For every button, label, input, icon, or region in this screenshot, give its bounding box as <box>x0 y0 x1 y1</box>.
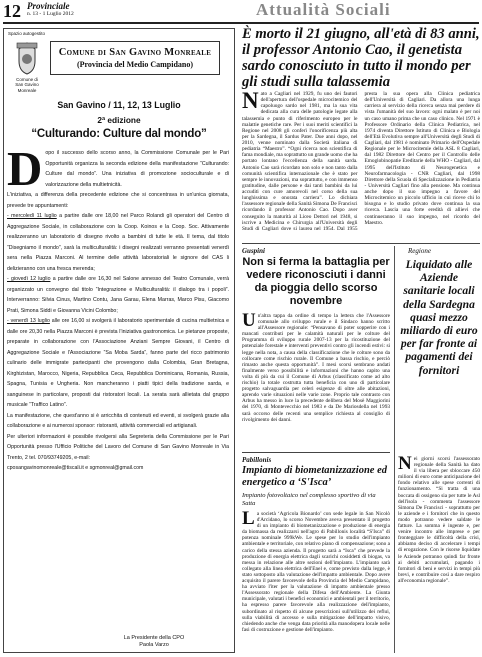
section-title: Attualità Sociali <box>256 0 391 19</box>
ad-paragraph <box>7 211 229 274</box>
comune-subtitle: (Provincia del Medio Campidano) <box>76 60 194 69</box>
guspini-dropcap: U <box>242 313 256 331</box>
page-number: 12 <box>3 1 21 21</box>
ad-date-fri: - venerdì 13 luglio <box>7 318 50 324</box>
cao-text: ato a Cagliari nel 1929, fu uno dei fautori dell'apertura dell'ospedale microcitemico del capoluogo sardo nel 1981, ma la sua vita dedicata alla cura delle patologie legate alla talassemia e punto di riferimento europeo per le malattie genetiche rare. Per i suoi meriti scientifici la Regione nel 2008 gli conferì l'onorificenza più alta per la Sardegna, il Sardus Pater. Due anni dopo, nel 2010, venne nominato dalla Società italiana di pediatria “Maestro”. “Ogni ricerca non scientifica di fama mondiale, ma soprattutto un grande uomo che ha portato lontano l'eccellenza della sanità sarda. Antonio Cao sarà ricordato non solo e non tanto dalla comunità scientifica internazionale che è stato per sempre le innovazioni, ma soprattutto, e con immenso gratitudine, dalle persone e dai tanti bambini da lui accuditi con cure amorevoli nel corso della sua lunghissima e onorata carriera”. Lo dichiara l'assessore regionale della Sanità Simona De Francisci ricordando il professor Antonio Cao. Dopo aver conseguito la maturità al Liceo Dettori nel 1948, si iscrive a Medicina e Chirurgia all'Università degli Studi di Cagliari dove si laurea nel 1954. Dal 1955 presta la sua opera alla Clinica pediatrica dell'Università di Cagliari. Da allora una lunga carriera al servizio della ricerca senza mai perdere di vista l'umanità del suo lavoro: ogni malato è per noi un caso umano prima che un caso clinico. Nel 1971 è Professore Ordinario della Clinica Pediatrica, nel 1974 diventa Direttore Istituto di Clinica e Biologia dell'Età Evolutiva sempre all'Università degli Studi di Cagliari, dal 1981 è nominato Primario dell'Ospedale Regionale per le Microcitemie della ASL 8 Cagliari, dal 1982 Direttore del Centro per il Controllo delle Emoglobinopatie Ereditarie della WHO - Cagliari, dal 1995 dell'Istituto di Neurogenetica e Neurofarmacologia - CNR Cagliari, dal 1998 Direttore della Scuola di Specializzazione in Pediatria - Università Cagliari fino alla pensione. Ma continua anche dopo il suo impegno a favore del Microcitemico un piccolo ufficio in cui riceve chi lo bisogna e lo studio privato dove continua la sua ricerca. Lascia una forte eredità di allievi che continueranno il suo impegno, nel ricordo del Maestro. <box>242 91 480 232</box>
pabillonis-headline: Impianto di biometanizzazione ed energetico a ‘S'Isca’ <box>242 465 387 488</box>
ad-label: Spazio autogestito <box>8 31 46 36</box>
ad-paragraph-text: alle ore 16,00 si svolgerà il laboratorio sperimentale di cucina multietnica e dalle ore 20,30 nella Piazza Marconi è prevista l'iniziativa gastronomica. Le pietanze proposte, preparate in collaborazione con l'Associazione Anziani Sempre Giovani, il Centro di Aggregazione Sociale e l'Associazione “Sa Moba Sarda”, fanno parte del ricco patrimonio culinario delle immigrate partecipanti che provengono dalla Colombia, Gran Bretagna, Kirghizistan, Marocco, Nigeria, Repubblica Ceca, Repubblica Dominicana, Romania, Russia, Spagna, Tunisia e Ungheria. Non mancheranno i piatti tipici della tradizione sarda, e sanguinese in particolare, proposti dai ristoratori locali. La serata sarà allietata dal gruppo musicale “Traffico Latino”. <box>7 318 229 408</box>
cao-headline: È morto il 21 giugno, all'età di 83 anni, il professor Antonio Cao, il genetista sardo conosciuto in tutto il mondo per gli studi sulla talassemia <box>242 26 480 90</box>
ad-email: cposangavinomonreale@tiscali.it e sgmonreal@gmail.com <box>7 465 144 471</box>
pabillonis-body <box>242 511 390 653</box>
ad-body <box>7 141 229 474</box>
cao-dropcap: N <box>242 91 259 113</box>
guspini-kicker: Guspini <box>242 247 265 255</box>
ad-paragraph <box>7 316 229 411</box>
regione-kicker: Regione <box>408 247 431 255</box>
crest-caption-line-2: San Gavino Monreale <box>15 82 39 93</box>
ad-date-thu: - giovedì 12 luglio <box>7 276 51 282</box>
pabillonis-kicker: Pabillonis <box>242 456 272 464</box>
guspini-headline: Non si ferma la battaglia per vedere riconosciuti i danni da pioggia dello scorso novembre <box>242 256 390 307</box>
guspini-body <box>242 313 390 448</box>
newspaper-logo: Provinciale <box>27 1 70 11</box>
issue-info: n. 13 - 1 Luglio 2012 <box>27 11 74 17</box>
crest-caption-line-1: Comune di <box>16 77 38 82</box>
ad-paragraph: Per ulteriori informazioni è possibile rivolgersi alla Segreteria della Commissione per le Pari Opportunità presso l'Ufficio Politiche del Lavoro del Comune di San Gavino Monreale in Via Trento, 2 tel. 070/93749205, e-mail: <box>7 433 229 461</box>
crest-icon <box>13 41 41 75</box>
column-rule <box>394 246 395 653</box>
regione-text: ei giorni scorsi l'assessorato regionale della Sanità ha dato il via libera per sbloccare 450 milioni di euro come anticipazione del fondo relativo alle spese correnti di funzionamento. “Si tratta di una boccata di ossigeno sia per tutte le Asl dell'isola - commenta l'assessore Simona De Francisci - soprattutto per le aziende e i fornitori che in questo modo potranno vedere saldate le fatture. La somma è ingente e, per venire incontro alle imprese e per fronteggiare le difficoltà della crisi, abbiamo deciso di accelerare i tempi di erogazione. Con le risorse liquidate le Aziende potranno quindi far fronte ai debiti accumulati, pagando i fornitori di beni e servizi in tempi più brevi, e contribuire così a dare respiro all'economia regionale”. <box>398 456 480 584</box>
divider <box>242 243 480 244</box>
comune-header-box <box>50 41 220 75</box>
pabillonis-text: a società ‘Agricola Bionardo’ con sede legale in San Nicolò d'Arcidano, lo scorso Novembre aveva presentato il progetto di un impianto di biometanizzazione e produzione di energia da biomassa da realizzarsi nell'agro di Pabillonis località “S'Isca” di potenza nominale 999kWe. Le spese per lo studio dell'impianto ambientale e territoriale, con relativo piano di compensazione; sono a carico della stessa azienda. Il progetto sarà a “Isca” che prevede la produzione di energia elettrica dagli scarichi cosiddetti di biogas, va messa in relazione alle altre sezioni dell'impianto. L'impianto sarà collegato alla linea elettrica dell'Enel e, come previsto dalla legge, è stato sottoposto alla valutazione dell'impatto ambientale. Dopo avere acquisito il parere favorevole della Provincia del Medio Campidano, ha avviato l'iter per la valutazione di impatto ambientale presso l'Assessorato regionale della Difesa dell'Ambiente. La Giunta municipale, valutati i benefici economici e ambientali per il territorio, ha espresso parere favorevole alla realizzazione dell'impianto, subordinato al rispetto di alcune prescrizioni sull'utilizzo dei reflui, sulla viabilità di accesso e sulla mitigazione dell'impatto visivo, chiedendo anche che venga data priorità alla manodopera locale nelle fasi di costruzione e gestione dell'impianto. <box>242 511 390 633</box>
event-edition: 2ª edizione <box>97 115 141 125</box>
signature-role: La Presidente della CPO <box>123 635 185 641</box>
crest-caption <box>8 77 46 93</box>
ad-signature <box>114 635 194 649</box>
divider <box>242 452 390 453</box>
san-gavino-article <box>3 28 235 653</box>
cao-body <box>242 91 480 241</box>
page-header <box>0 0 482 22</box>
ad-paragraph: opo il successo dello scorso anno, la Commissione Comunale per le Pari Opportunità organizza la seconda edizione della manifestazione “Culturando: Culture dal mondo”. Una iniziativa di promozione socioculturale e di valorizzazione della multietnicità. <box>45 150 229 188</box>
event-dateline: San Gavino / 11, 12, 13 Luglio <box>57 100 181 110</box>
ad-paragraph: La manifestazione, che quest'anno si è arricchita di contenuti ed eventi, si svolgerà grazie alla collaborazione e ai numerosi sponsor: ristoranti, attività commerciali ed artigianali. <box>7 412 229 429</box>
pabillonis-dropcap: L <box>242 511 255 529</box>
guspini-text: n'altra tappa da ordine di tempo la lettera che l'Assessore comunale allo sviluppo rurale e il Sindaco hanno scritto all'Assessore regionale: “Pensavano di poter sopperire con i mancati contributi per le calamità naturali per le colture del Programma di sviluppo rurale 2007-13 per la ricostituzione del potenziale forestale e interventi preventivi contro gli incendi estivi: si legge nella nota, a causa della classificazione che le colture sono da collocare come rischio rurale. Il Comune a bassa rischio, e perciò rimasto anche questa opportunità”. I mesi scorsi sembrano andati finalmente verso possibilità e informazioni che hanno capito una volta di più da cui il Comune di Arbus (classificato come ad alto rischio) la totale costrutta tutta beneficia con uno di particolare progetto salvaguardia per celeri esigenze di oltre alle abitazioni, aprendo varie situazioni nelle varie zone. Proprio tale contrasto con Arbus ha messo in luce la precedente delibera del Mosè Maggiorini del 1970, di Montevecchio nel 1983 e da De Mariosdella nel 1993 sarà occorso delle recenti una semplice richiesta al consiglio di rivolgimento dei danni. <box>242 313 390 423</box>
ad-paragraph: L'iniziativa, a differenza della precedente edizione che si concentrava in un'unica giornata, prevede tre appuntamenti: <box>7 192 229 209</box>
regione-headline: Liquidato alle Aziende sanitarie locali della Sardegna quasi mezzo miliardo di euro per far fronte ai pagamenti dei fornitori <box>400 258 478 377</box>
ad-dropcap: D <box>7 141 43 196</box>
ad-date-wed: - mercoledì 11 luglio <box>7 213 57 219</box>
event-title: “Culturando: Culture dal mondo” <box>31 128 207 140</box>
ad-paragraph-text: a partire dalle ore 16,30 nel Salone annesso del Teatro Comunale, verrà organizzato un convegno dal titolo “Integrazione e Multiculturalità: il dialogo tra i popoli”. Interverranno: Silvia Cinus, Martino Contu, Jana Garau, Elena Marras, Marco Pisu, Giacomo Prati, Simona Siddi e Giovanna Vicini Colombo; <box>7 276 229 314</box>
regione-body <box>398 456 480 653</box>
ad-paragraph <box>7 274 229 316</box>
header-rule <box>3 22 479 24</box>
ad-paragraph-text: a partire dalle ore 18,00 nel Parco Rolandi gli operatori del Centro di Aggregazione Sociale, in collaborazione con la Coop. Koinos e la Coop. Soc. Attivamente realizzeranno un laboratorio di disegno rivolto a bambini di tutte le età. Il tema, dal titolo “Disegniamo il mondo”, sarà la multiculturalità: i disegni realizzati verranno presentati venerdì sera nella Piazza Marconi. Al termine delle attività laboratoriali le signore del CAS li delizieranno con una fresca merenda; <box>7 213 229 272</box>
signature-name: Paola Varzo <box>139 642 169 648</box>
pabillonis-subtitle: Impianto fotovoltaico nel complesso sportivo di via Satta <box>242 492 376 507</box>
comune-title: Comune di San Gavino Monreale <box>58 47 212 58</box>
regione-dropcap: N <box>398 456 412 474</box>
